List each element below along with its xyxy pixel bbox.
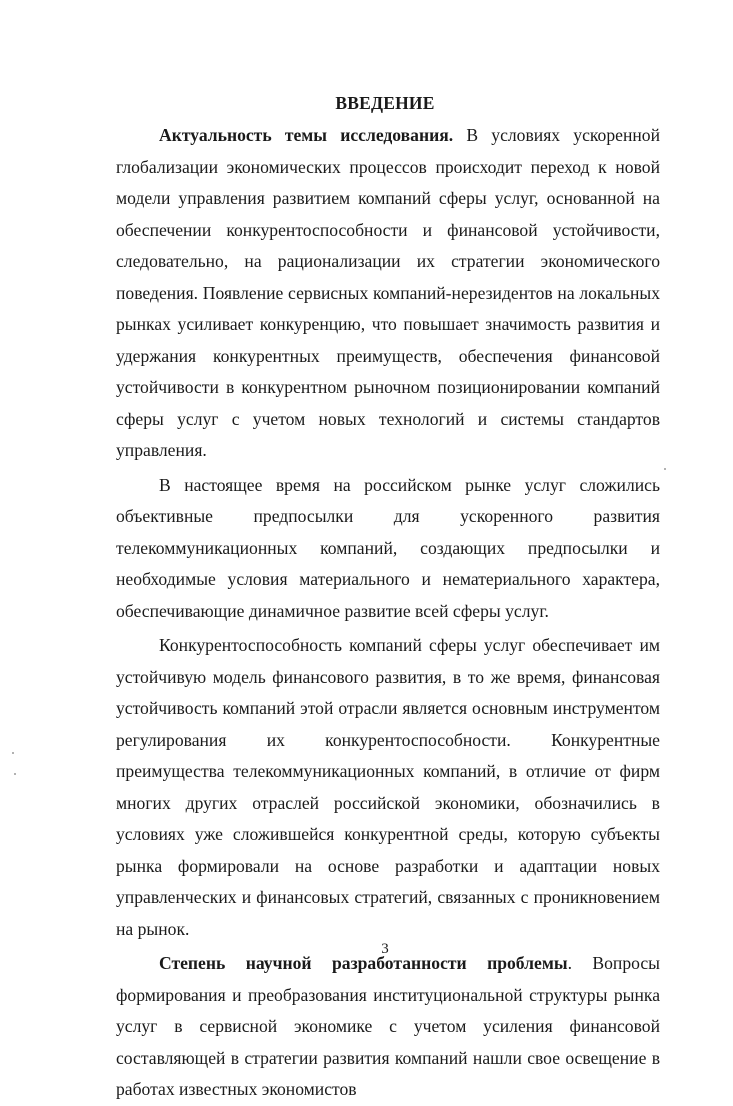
scan-speck [664, 468, 666, 470]
paragraph-text-competitiveness: Конкурентоспособность компаний сферы услуг обеспечивает им устойчивую модель финансового развития, в то же время, финансовая устойчивость компаний этой отрасли является основным инструментом регулирования их конкурентоспособности. Конкурентные преимущества телекоммуникационных компаний, в отличие от фирм многих других отраслей российской экономики, обозначились в условиях уже сложившейся конкурентной среды, которую субъекты рынка формировали на основе разработки и адаптации новых управленческих и финансовых стратегий, связанных с проникновением на рынок. [116, 635, 660, 939]
page-number: 3 [381, 941, 389, 957]
paragraph-relevance [116, 120, 660, 467]
paragraph-market [116, 470, 660, 628]
paragraph-text-relevance: В условиях ускоренной глобализации экономических процессов происходит переход к новой модели управления развитием компаний сферы услуг, основанной на обеспечении конкурентоспособности и финансовой устойчивости, следовательно, на рационализации их стратегии экономического поведения. Появление сервисных компаний-нерезидентов на локальных рынках усиливает конкуренцию, что повышает значимость развития и удержания конкурентных преимуществ, обеспечения финансовой устойчивости в конкурентном рыночном позиционировании компаний сферы услуг с учетом новых технологий и системы стандартов управления. [116, 125, 660, 460]
section-heading: ВВЕДЕНИЕ [335, 93, 435, 113]
paragraph-text-research-degree: . Вопросы формирования и преобразования институциональной структуры рынка услуг в сервисной экономике с учетом усиления финансовой составляющей в стратегии развития компаний нашли свое освещение в работах известных экономистов [116, 953, 660, 1099]
scan-speck [14, 773, 16, 775]
paragraph-competitiveness [116, 630, 660, 945]
scan-speck [12, 752, 14, 754]
paragraph-lead-relevance: Актуальность темы исследования. [159, 125, 454, 145]
paragraph-lead-research-degree: Степень научной разработанности проблемы [159, 953, 568, 973]
paragraph-research-degree [116, 948, 660, 1106]
paragraph-text-market: В настоящее время на российском рынке услуг сложились объективные предпосылки для ускоренного развития телекоммуникационных компаний, создающих предпосылки и необходимые условия материального и нематериального характера, обеспечивающие динамичное развитие всей сферы услуг. [116, 474, 660, 621]
